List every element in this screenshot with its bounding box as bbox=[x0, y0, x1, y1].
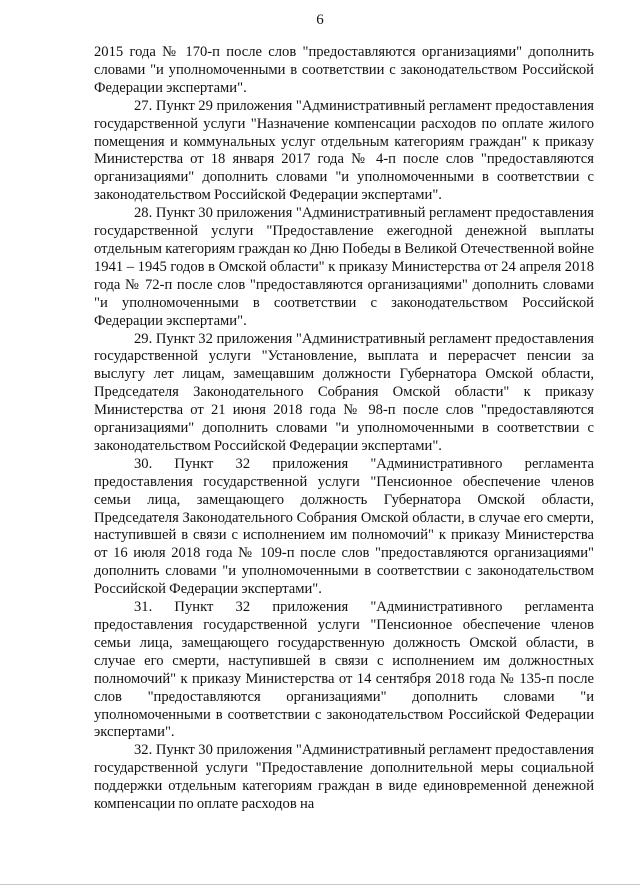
paragraph-item-27: 27. Пункт 29 приложения "Административный регламент предоставления государственной услуги "Назначение компенсации расходов по оплате жилого помещения и коммунальных услуг отдельным категориям граждан" к приказу Министерства от 18 января 2017 года № 4-п после слов "предоставляются организациями" дополнить словами "и уполномоченными в соответствии с законодательством Российской Федерации экспертами". bbox=[94, 97, 594, 204]
paragraph-item-30: 30. Пункт 32 приложения "Административного регламента предоставления государственной услуги "Пенсионное обеспечение членов семьи лица, замещающего должность Губернатора Омской области, Председателя Законодательного Собрания Омской области, в случае его смерти, наступившей в связи с исполнением им полномочий" к приказу Министерства от 16 июля 2018 года № 109-п после слов "предоставляются организациями" дополнить словами "и уполномоченными в соответствии с законодательством Российской Федерации экспертами". bbox=[94, 455, 594, 598]
page-bottom-edge bbox=[0, 884, 640, 885]
paragraph-item-32: 32. Пункт 30 приложения "Административный регламент предоставления государственной услуги "Предоставление дополнительной меры социальной поддержки отдельным категориям граждан в виде единовременной денежной компенсации по оплате расходов на bbox=[94, 742, 594, 813]
paragraph-item-28: 28. Пункт 30 приложения "Административный регламент предоставления государственной услуги "Предоставление ежегодной денежной выплаты отдельным категориям граждан ко Дню Победы в Великой Отечественной войне 1941 – 1945 годов в Омской области" к приказу Министерства от 24 апреля 2018 года № 72-п после слов "предоставляются организациями" дополнить словами "и уполномоченными в соответствии с законодательством Российской Федерации экспертами". bbox=[94, 205, 594, 329]
document-body bbox=[94, 44, 594, 814]
paragraph-item-31: 31. Пункт 32 приложения "Административного регламента предоставления государственной услуги "Пенсионное обеспечение членов семьи лица, замещающего государственную должность Омской области, в случае его смерти, наступившей в связи с исполнением им должностных полномочий" к приказу Министерства от 14 сентября 2018 года № 135-п после слов "предоставляются организациями" дополнить словами "и уполномоченными в соответствии с законодательством Российской Федерации экспертами". bbox=[94, 599, 594, 741]
paragraph-item-29: 29. Пункт 32 приложения "Административный регламент предоставления государственной услуги "Установление, выплата и перерасчет пенсии за выслугу лет лицам, замещавшим должности Губернатора Омской области, Председателя Законодательного Собрания Омской области" к приказу Министерства от 21 июня 2018 года № 98-п после слов "предоставляются организациями" дополнить словами "и уполномоченными в соответствии с законодательством Российской Федерации экспертами". bbox=[94, 330, 594, 454]
page-number: 6 bbox=[316, 12, 324, 28]
paragraph-continuation: 2015 года № 170-п после слов "предоставляются организациями" дополнить словами "и уполномоченными в соответствии с законодательством Российской Федерации экспертами". bbox=[94, 44, 594, 96]
